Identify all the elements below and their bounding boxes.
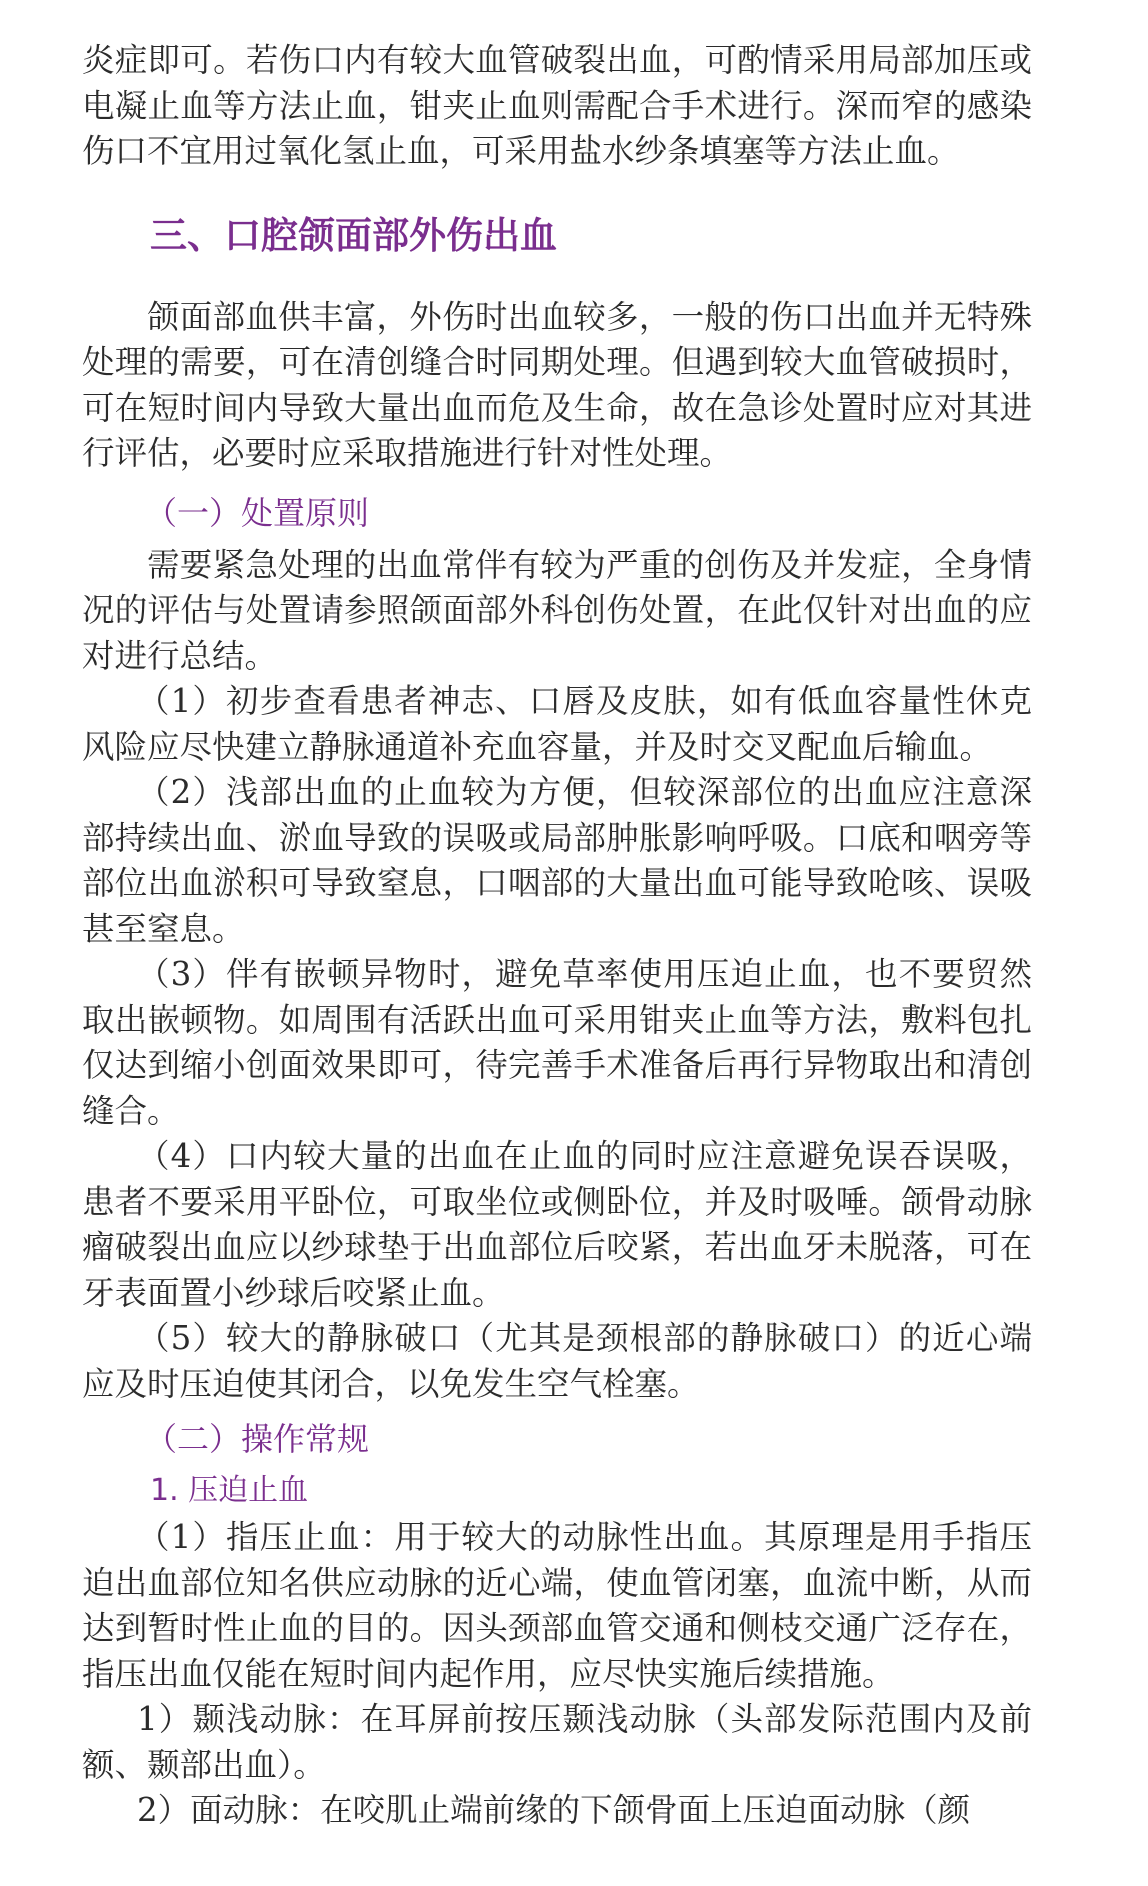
principle-item-4: （4）口内较大量的出血在止血的同时应注意避免误吞误吸，患者不要采用平卧位，可取坐位或侧卧位，并及时吸唾。颌骨动脉瘤破裂出血应以纱球垫于出血部位后咬紧，若出血牙未脱落，可在牙表面置小纱球后咬紧止血。 xyxy=(82,1137,1032,1312)
intro-paragraph: 炎症即可。若伤口内有较大血管破裂出血，可酌情采用局部加压或电凝止血等方法止血，钳夹止血则需配合手术进行。深而窄的感染伤口不宜用过氧化氢止血，可采用盐水纱条填塞等方法止血。 xyxy=(82,41,1032,170)
principles-intro-paragraph: 需要紧急处理的出血常伴有较为严重的创伤及并发症，全身情况的评估与处置请参照颌面部外科创伤处置，在此仅针对出血的应对进行总结。 xyxy=(82,545,1032,675)
subsection-title-principles: （一）处置原则 xyxy=(145,493,370,532)
subsection-title-procedures: （二）操作常规 xyxy=(145,1420,370,1458)
principle-item-5: （5）较大的静脉破口（尤其是颈根部的静脉破口）的近心端应及时压迫使其闭合，以免发生空气栓塞。 xyxy=(82,1319,1032,1403)
document-page xyxy=(82,38,1032,1834)
principle-item-3: （3）伴有嵌顿异物时，避免草率使用压迫止血，也不要贸然取出嵌顿物。如周围有活跃出血可采用钳夹止血等方法，敷料包扎仅达到缩小创面效果即可，待完善手术准备后再行异物取出和清创缝合。 xyxy=(82,955,1032,1130)
section-title: 三、口腔颌面部外伤出血 xyxy=(150,213,557,257)
procedure-item-2: 1）颞浅动脉：在耳屏前按压颞浅动脉（头部发际范围内及前额、颞部出血）。 xyxy=(82,1700,1032,1784)
section-intro-paragraph: 颌面部血供丰富，外伤时出血较多，一般的伤口出血并无特殊处理的需要，可在清创缝合时同期处理。但遇到较大血管破损时，可在短时间内导致大量出血而危及生命，故在急诊处置时应对其进行评估，必要时应采取措施进行针对性处理。 xyxy=(82,297,1032,472)
principle-item-2: （2）浅部出血的止血较为方便，但较深部位的出血应注意深部持续出血、淤血导致的误吸或局部肿胀影响呼吸。口底和咽旁等部位出血淤积可导致窒息，口咽部的大量出血可能导致呛咳、误吸甚至窒息。 xyxy=(82,773,1032,948)
principle-item-1: （1）初步查看患者神志、口唇及皮肤，如有低血容量性休克风险应尽快建立静脉通道补充血容量，并及时交叉配血后输血。 xyxy=(82,682,1032,766)
procedure-item-3: 2）面动脉：在咬肌止端前缘的下颌骨面上压迫面动脉（颜 xyxy=(137,1791,971,1829)
procedure-subtitle-compression: 1. 压迫止血 xyxy=(150,1473,309,1508)
procedure-item-1: （1）指压止血：用于较大的动脉性出血。其原理是用手指压迫出血部位知名供应动脉的近心端，使血管闭塞，血流中断，从而达到暂时性止血的目的。因头颈部血管交通和侧枝交通广泛存在，指压出血仅能在短时间内起作用，应尽快实施后续措施。 xyxy=(82,1518,1032,1693)
